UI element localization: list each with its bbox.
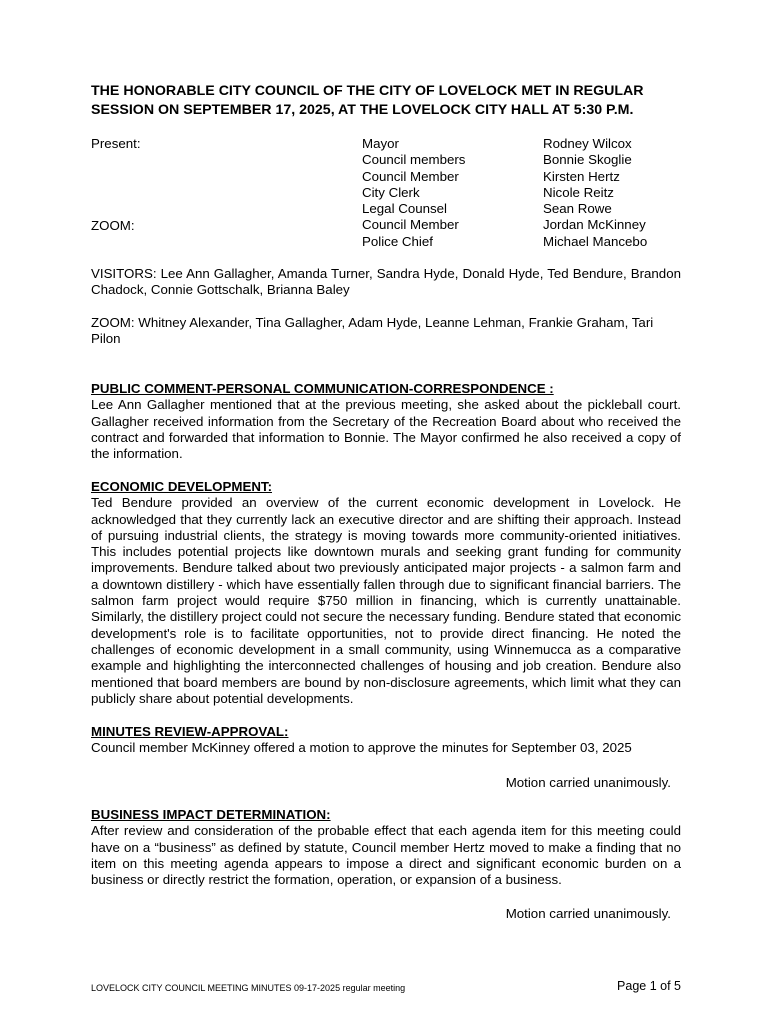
zoom-label: ZOOM: [91,217,135,233]
footer-document-title: LOVELOCK CITY COUNCIL MEETING MINUTES 09-17-2025 regular meeting [91,983,406,993]
section-heading: MINUTES REVIEW-APPROVAL: [91,724,289,739]
section-body: Lee Ann Gallagher mentioned that at the previous meeting, she asked about the pickleball court. Gallagher received information from the Secretary of the Recreation Board about who received the contract and forwarded that information to Bonnie. The Mayor confirmed he also received a copy of the information. [91,397,681,462]
page-number: Page 1 of 5 [617,979,681,993]
attendee-name: Jordan McKinney [543,217,646,233]
business-impact-section [91,807,681,888]
motion-result: Motion carried unanimously. [505,906,671,921]
attendee-role: Council members [362,152,466,168]
attendee-role: Council Member [362,217,459,233]
present-label: Present: [91,136,141,151]
attendance-block [91,136,691,256]
attendee-role: Legal Counsel [362,201,448,217]
motion-result: Motion carried unanimously. [505,775,671,790]
section-body: Ted Bendure provided an overview of the current economic development in Lovelock. He acknowledged that they currently lack an executive director and are shifting their approach. Instead of pursuing industrial clients, the strategy is moving towards more community-oriented initiatives. This includes potential projects like downtown murals and seeking grant funding for community improvements. Bendure talked about two previously anticipated major projects - a salmon farm and a downtown distillery - which have essentially fallen through due to significant financial barriers. The salmon farm project would require $750 million in financing, which is currently unattainable. Similarly, the distillery project could not secure the necessary funding. Bendure stated that economic development's role is to facilitate opportunities, not to provide direct financing. He noted the challenges of economic development in a small community, using Winnemucca as a comparative example and highlighting the interconnected challenges of housing and job creation. Bendure also mentioned that board members are bound by non-disclosure agreements, which limit what they can publicly share about potential developments. [91,495,681,706]
attendee-role: Police Chief [362,233,433,249]
attendee-roles [362,136,465,250]
attendee-role: City Clerk [362,184,420,200]
attendee-role: Mayor [362,136,399,151]
attendee-names [543,136,647,250]
attendee-name: Rodney Wilcox [543,136,632,151]
section-body: Council member McKinney offered a motion to approve the minutes for September 03, 2025 [91,740,632,756]
section-heading: PUBLIC COMMENT-PERSONAL COMMUNICATION-CORRESPONDENCE : [91,381,554,396]
attendee-name: Kirsten Hertz [543,168,620,184]
minutes-review-section [91,724,681,757]
economic-development-section [91,479,681,707]
zoom-visitors-list: ZOOM: Whitney Alexander, Tina Gallagher, Adam Hyde, Leanne Lehman, Frankie Graham, Tari Pilon [91,315,654,347]
attendee-name: Bonnie Skoglie [543,152,632,168]
attendee-name: Michael Mancebo [543,233,648,249]
page-title: THE HONORABLE CITY COUNCIL OF THE CITY OF LOVELOCK MET IN REGULAR SESSION ON SEPTEMBER 17, 2025, AT THE LOVELOCK CITY HALL AT 5:30 P.M. [91,83,644,118]
attendee-name: Sean Rowe [543,201,612,217]
attendee-role: Council Member [362,168,459,184]
attendee-name: Nicole Reitz [543,184,614,200]
section-heading: BUSINESS IMPACT DETERMINATION: [91,807,331,822]
section-heading: ECONOMIC DEVELOPMENT: [91,479,272,494]
visitors-list: VISITORS: Lee Ann Gallagher, Amanda Turner, Sandra Hyde, Donald Hyde, Ted Bendure, Brandon Chadock, Connie Gottschalk, Brianna Baley [91,266,681,298]
section-body: After review and consideration of the probable effect that each agenda item for this meeting could have on a “business” as defined by statute, Council member Hertz moved to make a finding that no item on this meeting agenda appears to impose a direct and significant economic burden on a business or directly restrict the formation, operation, or expansion of a business. [91,823,681,888]
public-comment-section [91,381,681,462]
